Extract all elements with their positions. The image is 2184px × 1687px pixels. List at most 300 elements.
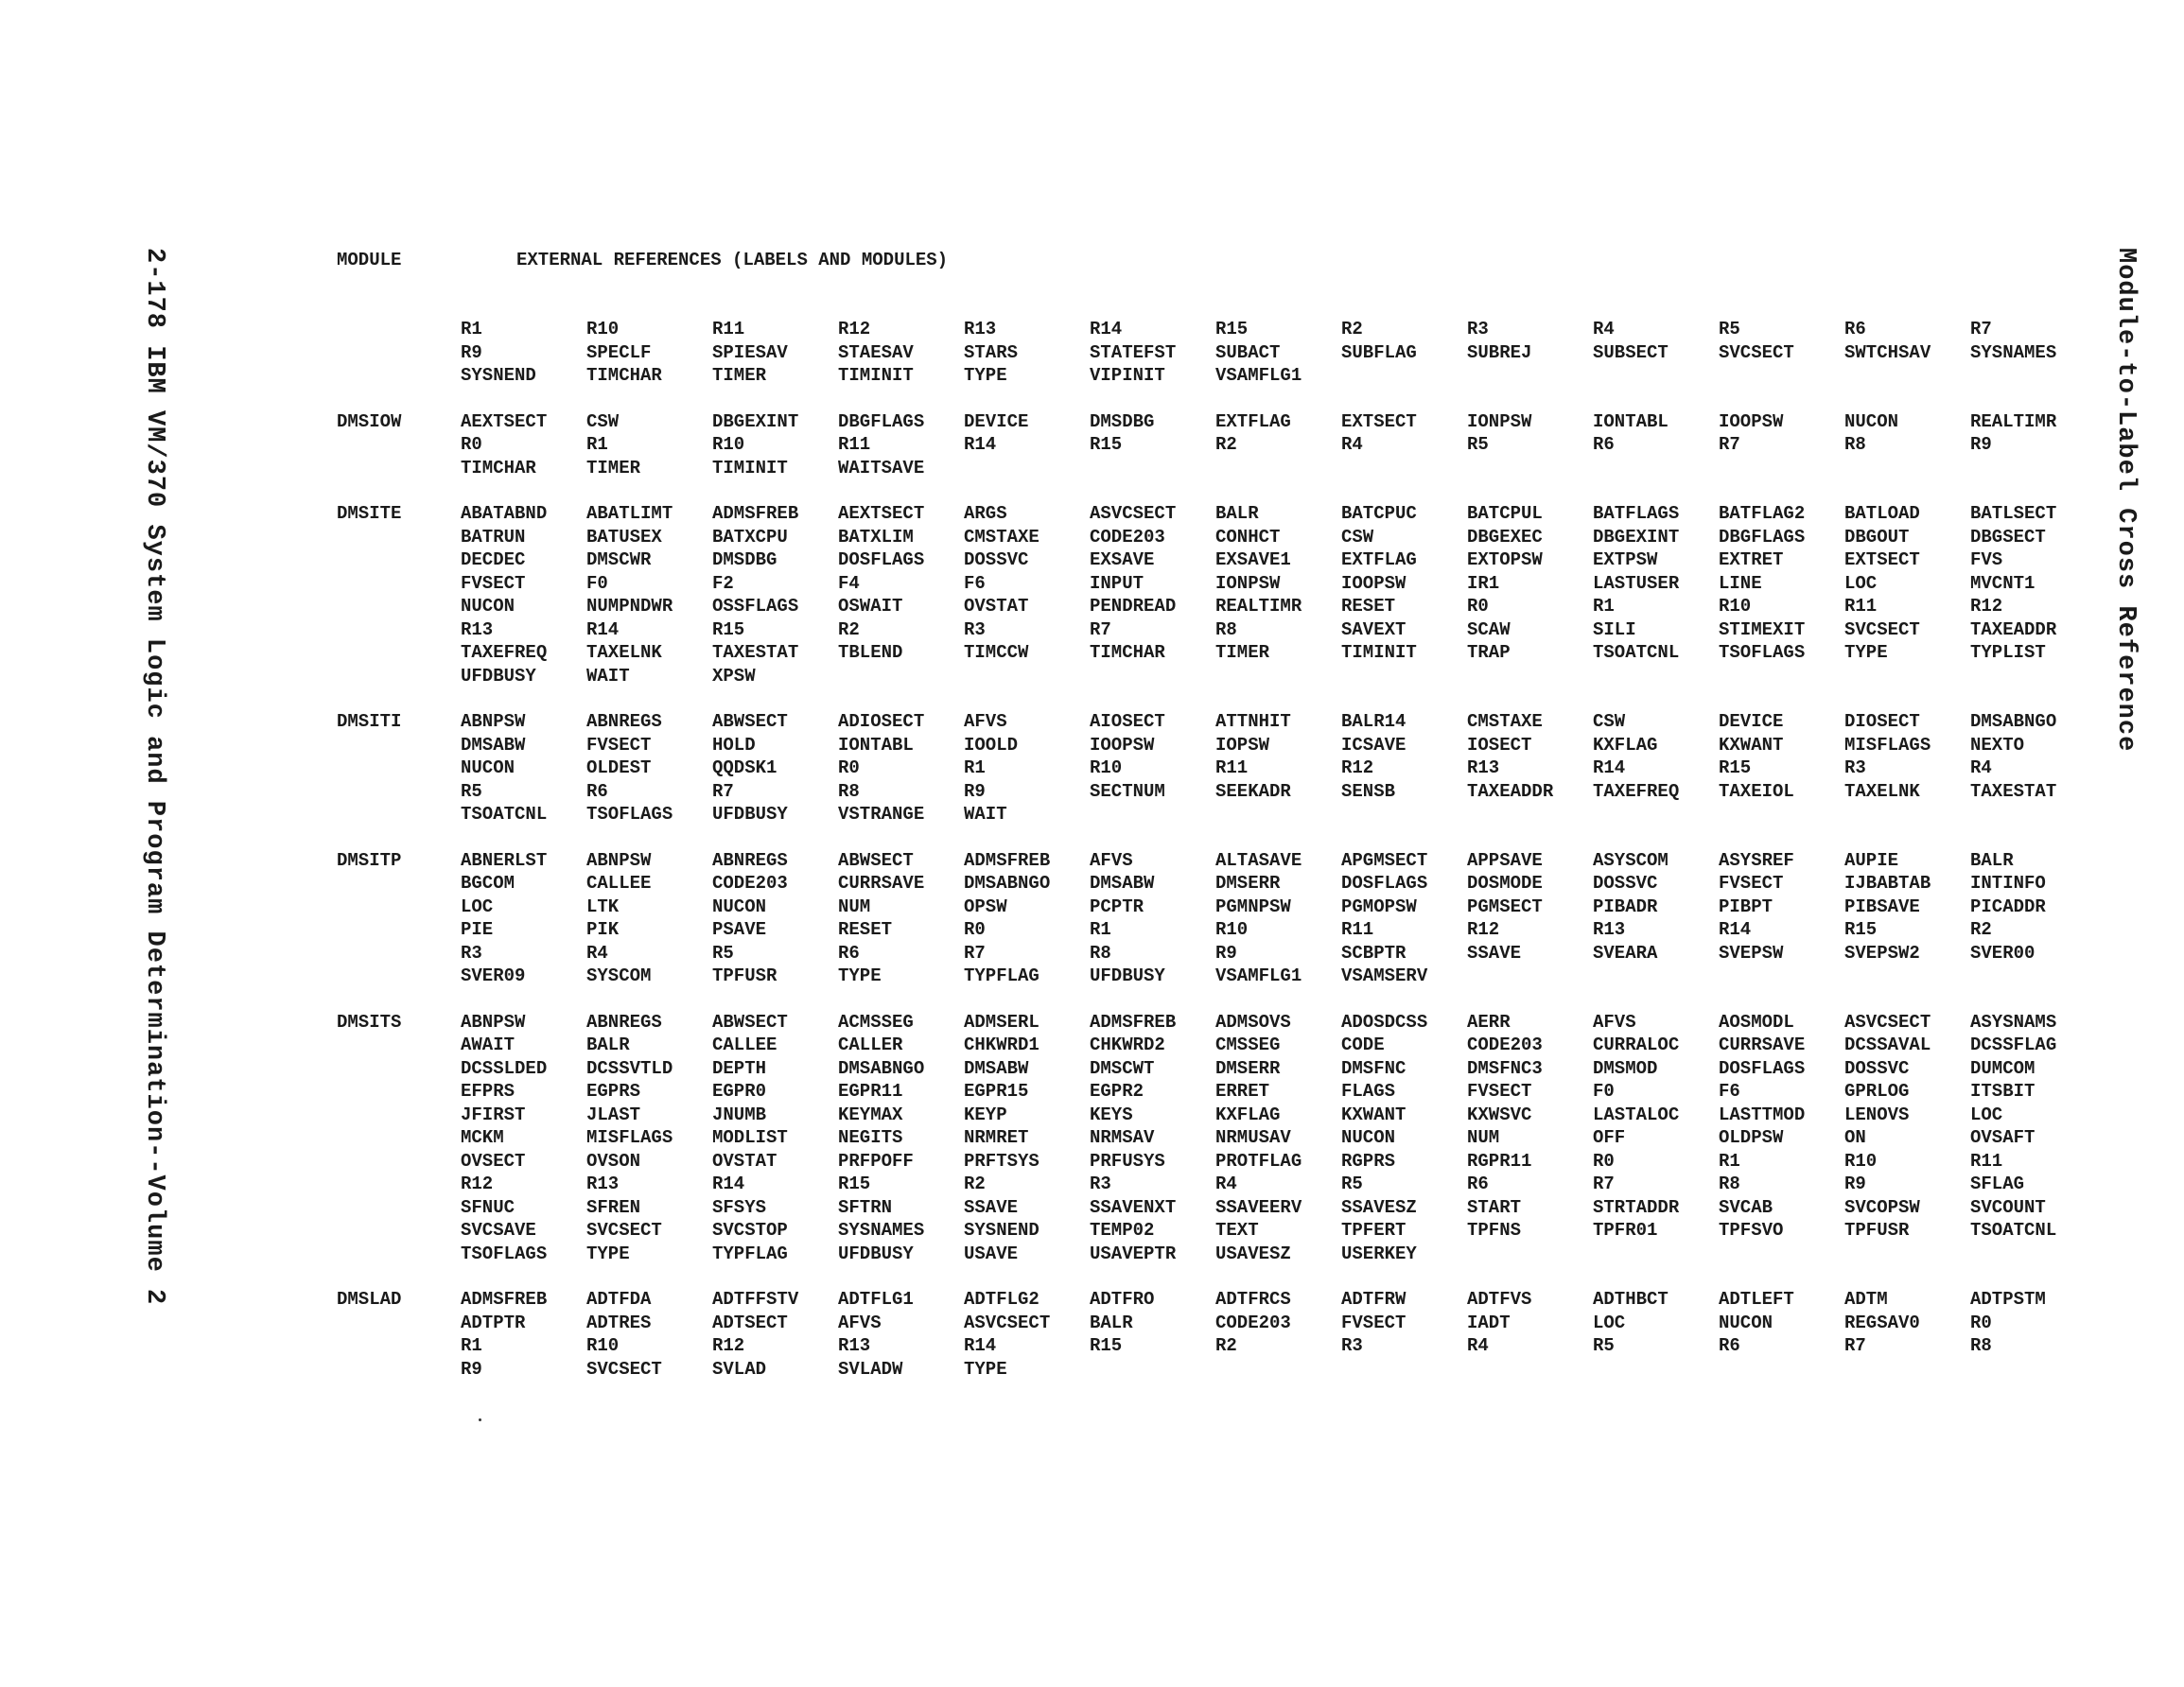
reference-label: KEYP [964, 1104, 1007, 1125]
reference-label: SENSB [1341, 780, 1396, 802]
reference-label: ABNREGS [586, 711, 662, 732]
reference-label: R6 [1593, 434, 1615, 455]
module-name: DMSITP [337, 849, 402, 871]
reference-label: REGSAV0 [1844, 1312, 1920, 1333]
reference-label: NUCON [461, 757, 515, 778]
reference-label: ABNPSW [586, 849, 652, 871]
reference-label: R11 [1215, 757, 1249, 778]
reference-label: DBGEXINT [1593, 526, 1680, 548]
reference-label: DMSDBG [1090, 410, 1155, 432]
reference-label: PGMNPSW [1215, 896, 1291, 917]
reference-label: CHKWRD1 [964, 1035, 1040, 1055]
reference-label: TYPE [586, 1243, 630, 1264]
module-column-header: MODULE [337, 250, 402, 270]
reference-label: R15 [1844, 919, 1878, 940]
reference-label: MCKM [461, 1127, 504, 1148]
reference-label: SVCSECT [1719, 341, 1794, 363]
reference-label: R2 [1215, 1335, 1237, 1356]
reference-label: ADTRES [586, 1312, 652, 1333]
reference-label: R12 [1467, 919, 1500, 940]
reference-label: MISFLAGS [1844, 734, 1931, 756]
reference-label: BATCPUC [1341, 503, 1417, 524]
reference-label: VIPINIT [1090, 365, 1165, 386]
reference-label: DBGEXEC [1467, 526, 1543, 548]
reference-label: TAXEFREQ [1593, 780, 1680, 802]
reference-label: LENOVS [1844, 1104, 1910, 1125]
reference-label: ADTFVS [1467, 1289, 1532, 1310]
reference-label: R6 [1844, 319, 1866, 339]
reference-label: LOC [1593, 1312, 1626, 1333]
reference-label: TYPLIST [1970, 642, 2046, 663]
reference-label: START [1467, 1196, 1522, 1218]
reference-label: SVEARA [1593, 942, 1658, 964]
reference-label: TSOATCNL [1970, 1220, 2057, 1241]
reference-label: R9 [1844, 1174, 1866, 1194]
reference-label: QQDSK1 [712, 757, 778, 778]
reference-label: TSOFLAGS [1719, 642, 1806, 663]
reference-label: DEVICE [1719, 711, 1784, 732]
reference-label: BATFLAG2 [1719, 503, 1806, 524]
reference-label: R6 [838, 942, 860, 964]
reference-label: MVCNT1 [1970, 572, 2035, 594]
reference-label: KXWSVC [1467, 1104, 1532, 1125]
reference-label: STRTADDR [1593, 1196, 1680, 1218]
section-side-title: Module-to-Label Cross Reference [2111, 248, 2140, 753]
reference-label: SSAVE [964, 1196, 1019, 1218]
reference-label: BATFLAGS [1593, 503, 1680, 524]
reference-label: SUBREJ [1467, 341, 1532, 363]
reference-label: PIBADR [1593, 896, 1658, 917]
reference-label: SSAVE [1467, 942, 1522, 964]
reference-label: ADTFFSTV [712, 1289, 799, 1310]
reference-label: NRMRET [964, 1127, 1029, 1148]
reference-label: OVSON [586, 1150, 641, 1172]
reference-label: R11 [712, 319, 745, 339]
reference-label: F6 [1719, 1081, 1740, 1102]
reference-label: BATCPUL [1467, 503, 1543, 524]
reference-label: USAVEPTR [1090, 1243, 1177, 1264]
reference-label: R7 [712, 780, 734, 802]
reference-label: R9 [461, 341, 482, 363]
reference-label: R1 [586, 434, 608, 455]
reference-label: R13 [586, 1174, 620, 1194]
reference-label: FLAGS [1341, 1081, 1396, 1102]
reference-label: DMSABW [1090, 873, 1155, 894]
reference-label: IOSECT [1467, 734, 1532, 756]
reference-label: CALLER [838, 1035, 903, 1055]
reference-label: R10 [1215, 919, 1249, 940]
reference-label: SVEPSW [1719, 942, 1784, 964]
reference-label: R5 [461, 780, 482, 802]
reference-list [461, 849, 2096, 988]
reference-label: ABWSECT [712, 1011, 788, 1033]
reference-label: LASTTMOD [1719, 1104, 1806, 1125]
reference-label: ASVCSECT [964, 1312, 1051, 1333]
module-block [337, 849, 2096, 988]
reference-label: R15 [712, 618, 745, 640]
reference-label: ADTSECT [712, 1312, 788, 1333]
reference-label: USAVE [964, 1243, 1019, 1264]
reference-label: DCSSLDED [461, 1057, 548, 1079]
reference-label: EGPR0 [712, 1081, 767, 1102]
reference-label: LOC [1970, 1104, 2003, 1125]
reference-label: IADT [1467, 1312, 1511, 1333]
reference-label: ASYSREF [1719, 849, 1794, 871]
reference-label: F2 [712, 572, 734, 594]
reference-label: SFREN [586, 1196, 641, 1218]
reference-label: R5 [1719, 319, 1740, 339]
module-block [337, 710, 2096, 826]
reference-label: TIMCCW [964, 642, 1029, 663]
reference-label: R15 [1215, 319, 1249, 339]
reference-label: VSAMFLG1 [1215, 965, 1302, 986]
reference-label: DMSABNGO [838, 1057, 925, 1079]
reference-label: CSW [586, 410, 620, 432]
reference-label: RESET [1341, 596, 1396, 617]
reference-label: IOOLD [964, 734, 1019, 756]
reference-label: TIMCHAR [586, 365, 662, 386]
module-block [337, 502, 2096, 687]
reference-label: IONTABL [1593, 410, 1669, 432]
reference-label: DMSFNC3 [1467, 1057, 1543, 1079]
reference-label: DMSABW [964, 1057, 1029, 1079]
reference-label: AIOSECT [1090, 711, 1165, 732]
reference-label: STAESAV [838, 341, 914, 363]
reference-label: ABWSECT [712, 711, 788, 732]
reference-label: BATLOAD [1844, 503, 1920, 524]
reference-label: DMSDBG [712, 549, 778, 570]
reference-label: BATRUN [461, 526, 526, 548]
reference-label: R4 [1593, 319, 1615, 339]
reference-label: R4 [1341, 434, 1363, 455]
reference-label: R9 [1215, 942, 1237, 964]
reference-label: SSAVESZ [1341, 1196, 1417, 1218]
reference-label: XPSW [712, 665, 756, 687]
reference-label: LASTALOC [1593, 1104, 1680, 1125]
reference-label: FVS [1970, 549, 2003, 570]
reference-label: BALR14 [1341, 711, 1406, 732]
reference-label: ADTFRO [1090, 1289, 1155, 1310]
reference-label: ARGS [964, 503, 1007, 524]
reference-label: NEGITS [838, 1127, 903, 1148]
reference-label: R4 [586, 942, 608, 964]
reference-label: NRMUSAV [1215, 1127, 1291, 1148]
reference-label: PGMOPSW [1341, 896, 1417, 917]
reference-label: R3 [1090, 1174, 1111, 1194]
reference-label: DBGOUT [1844, 526, 1910, 548]
reference-label: R10 [586, 1335, 620, 1356]
reference-label: OVSTAT [712, 1150, 778, 1172]
reference-label: OVSECT [461, 1150, 526, 1172]
reference-label: TPFUSR [712, 965, 778, 986]
reference-label: ATTNHIT [1215, 711, 1291, 732]
reference-label: R10 [1719, 596, 1752, 617]
module-name [337, 318, 461, 388]
reference-label: SVLADW [838, 1358, 903, 1380]
reference-label: ASYSCOM [1593, 849, 1669, 871]
reference-label: R8 [1090, 942, 1111, 964]
reference-label: R13 [1467, 757, 1500, 778]
reference-list [461, 318, 2096, 388]
reference-label: IONTABL [838, 734, 914, 756]
reference-label: KXFLAG [1593, 734, 1658, 756]
reference-label: RGPR11 [1467, 1150, 1532, 1172]
reference-list [461, 502, 2096, 687]
reference-list [461, 710, 2096, 826]
reference-label: DMSERR [1215, 873, 1281, 894]
reference-label: MISFLAGS [586, 1127, 673, 1148]
reference-label: R14 [964, 434, 997, 455]
module-name: DMSLAD [337, 1289, 402, 1310]
reference-list [461, 410, 2096, 480]
reference-label: KXWANT [1341, 1104, 1406, 1125]
reference-label: R12 [838, 319, 871, 339]
module-name: DMSITS [337, 1011, 402, 1033]
reference-label: SAVEXT [1341, 618, 1406, 640]
reference-label: R3 [1467, 319, 1489, 339]
reference-label: SEEKADR [1215, 780, 1291, 802]
reference-label: EXTFLAG [1341, 549, 1417, 570]
reference-label: SSAVENXT [1090, 1196, 1177, 1218]
reference-label: MODLIST [712, 1127, 788, 1148]
reference-label: SVCSECT [586, 1220, 662, 1241]
reference-label: SYSNAMES [838, 1220, 925, 1241]
reference-label: EGPR2 [1090, 1081, 1144, 1102]
reference-label: PROTFLAG [1215, 1150, 1302, 1172]
reference-label: INPUT [1090, 572, 1144, 594]
reference-label: OSSFLAGS [712, 596, 799, 617]
reference-label: IR1 [1467, 572, 1500, 594]
reference-label: TYPE [964, 1358, 1007, 1380]
reference-label: CURRSAVE [1719, 1035, 1806, 1055]
reference-label: R0 [838, 757, 860, 778]
reference-label: IJBABTAB [1844, 873, 1931, 894]
cross-reference-table [337, 318, 2096, 1403]
reference-label: R15 [1719, 757, 1752, 778]
reference-label: ERRET [1215, 1081, 1270, 1102]
reference-label: R3 [964, 618, 986, 640]
reference-label: TYPFLAG [964, 965, 1040, 986]
reference-label: R2 [1970, 919, 1992, 940]
reference-label: R10 [1090, 757, 1123, 778]
reference-label: R15 [1090, 1335, 1123, 1356]
reference-label: ABNPSW [461, 1011, 526, 1033]
reference-label: R14 [1593, 757, 1626, 778]
reference-label: R8 [1844, 434, 1866, 455]
reference-label: R12 [1341, 757, 1374, 778]
reference-label: EGPR11 [838, 1081, 903, 1102]
reference-label: TIMCHAR [461, 457, 536, 478]
reference-label: CODE203 [712, 873, 788, 894]
reference-label: NUM [838, 896, 871, 917]
reference-label: NRMSAV [1090, 1127, 1155, 1148]
reference-label: DOSFLAGS [838, 549, 925, 570]
reference-label: ADMSFREB [461, 1289, 548, 1310]
reference-label: OFF [1593, 1127, 1626, 1148]
reference-label: FVSECT [586, 734, 652, 756]
reference-label: IOOPSW [1719, 410, 1784, 432]
reference-label: R3 [461, 942, 482, 964]
module-block [337, 318, 2096, 388]
reference-label: DIOSECT [1844, 711, 1920, 732]
reference-label: R11 [1970, 1150, 2003, 1172]
reference-label: R11 [838, 434, 871, 455]
reference-label: PIE [461, 919, 494, 940]
reference-label: DOSFLAGS [1341, 873, 1428, 894]
reference-label: SUBFLAG [1341, 341, 1417, 363]
reference-label: CSW [1593, 711, 1626, 732]
reference-label: ADTFRW [1341, 1289, 1406, 1310]
module-block [337, 1288, 2096, 1381]
reference-label: BATUSEX [586, 526, 662, 548]
reference-label: AERR [1467, 1011, 1511, 1033]
reference-label: EXTSECT [1341, 410, 1417, 432]
reference-label: TSOATCNL [1593, 642, 1680, 663]
reference-label: R7 [1593, 1174, 1615, 1194]
reference-label: SVER00 [1970, 942, 2035, 964]
reference-label: SVCOUNT [1970, 1196, 2046, 1218]
reference-label: R13 [964, 319, 997, 339]
reference-label: CHKWRD2 [1090, 1035, 1165, 1055]
reference-label: DMSCWR [586, 549, 652, 570]
reference-label: R13 [1593, 919, 1626, 940]
reference-label: R5 [712, 942, 734, 964]
reference-label: DMSABNGO [1970, 711, 2057, 732]
reference-label: PIK [586, 919, 620, 940]
reference-label: AEXTSECT [838, 503, 925, 524]
reference-label: NUMPNDWR [586, 596, 673, 617]
reference-label: EGPRS [586, 1081, 641, 1102]
reference-label: OPSW [964, 896, 1007, 917]
reference-label: STATEFST [1090, 341, 1177, 363]
reference-label: R14 [1090, 319, 1123, 339]
reference-label: TYPE [1844, 642, 1888, 663]
reference-label: SFTRN [838, 1196, 893, 1218]
reference-label: VSAMFLG1 [1215, 365, 1302, 386]
reference-label: ADTPTR [461, 1312, 526, 1333]
reference-label: FVSECT [1341, 1312, 1406, 1333]
reference-label: F6 [964, 572, 986, 594]
reference-label: TIMER [712, 365, 767, 386]
reference-label: AFVS [1090, 849, 1133, 871]
reference-label: LOC [461, 896, 494, 917]
reference-label: ADTLEFT [1719, 1289, 1794, 1310]
reference-label: DCSSFLAG [1970, 1035, 2057, 1055]
reference-label: TEXT [1215, 1220, 1259, 1241]
reference-label: R15 [838, 1174, 871, 1194]
reference-label: DBGFLAGS [838, 410, 925, 432]
reference-label: R14 [964, 1335, 997, 1356]
reference-label: UFDBUSY [838, 1243, 914, 1264]
reference-label: R14 [586, 618, 620, 640]
reference-label: ADTFRCS [1215, 1289, 1291, 1310]
reference-label: FVSECT [1719, 873, 1784, 894]
reference-label: ITSBIT [1970, 1081, 2035, 1102]
reference-label: TYPE [838, 965, 882, 986]
reference-label: R7 [1090, 618, 1111, 640]
reference-label: WAITSAVE [838, 457, 925, 478]
reference-label: ADOSDCSS [1341, 1011, 1428, 1033]
reference-label: TSOATCNL [461, 804, 548, 825]
reference-label: SCBPTR [1341, 942, 1406, 964]
reference-label: R6 [1719, 1335, 1740, 1356]
reference-label: KXWANT [1719, 734, 1784, 756]
reference-label: SYSCOM [586, 965, 652, 986]
reference-label: R2 [1341, 319, 1363, 339]
reference-label: ADTFDA [586, 1289, 652, 1310]
reference-label: IOPSW [1215, 734, 1270, 756]
reference-label: EXTPSW [1593, 549, 1658, 570]
reference-label: NUCON [461, 596, 515, 617]
reference-label: R14 [712, 1174, 745, 1194]
reference-label: VSTRANGE [838, 804, 925, 825]
reference-label: F0 [586, 572, 608, 594]
reference-label: ABNPSW [461, 711, 526, 732]
reference-label: FVSECT [1467, 1081, 1532, 1102]
reference-label: SVER09 [461, 965, 526, 986]
reference-label: R3 [1341, 1335, 1363, 1356]
reference-label: CODE [1341, 1035, 1385, 1055]
reference-label: REALTIMR [1970, 410, 2057, 432]
reference-label: TAXEADDR [1467, 780, 1554, 802]
reference-label: R1 [1719, 1150, 1740, 1172]
reference-label: UFDBUSY [712, 804, 788, 825]
reference-label: EXTFLAG [1215, 410, 1291, 432]
reference-label: PGMSECT [1467, 896, 1543, 917]
reference-label: PENDREAD [1090, 596, 1177, 617]
reference-label: SUBACT [1215, 341, 1281, 363]
reference-label: SPECLF [586, 341, 652, 363]
reference-label: R7 [1844, 1335, 1866, 1356]
reference-label: RGPRS [1341, 1150, 1396, 1172]
reference-label: EXTRET [1719, 549, 1784, 570]
reference-label: ADMSFREB [1090, 1011, 1177, 1033]
reference-label: ADTFLG2 [964, 1289, 1040, 1310]
reference-label: BALR [1090, 1312, 1133, 1333]
reference-label: UFDBUSY [461, 665, 536, 687]
reference-label: TIMINIT [1341, 642, 1417, 663]
reference-label: NUCON [1341, 1127, 1396, 1148]
reference-label: ABNREGS [586, 1011, 662, 1033]
reference-label: ON [1844, 1127, 1866, 1148]
reference-label: OLDEST [586, 757, 652, 778]
reference-label: R8 [1719, 1174, 1740, 1194]
reference-label: R6 [1467, 1174, 1489, 1194]
reference-label: JLAST [586, 1104, 641, 1125]
reference-label: TPFUSR [1844, 1220, 1910, 1241]
reference-label: REALTIMR [1215, 596, 1302, 617]
reference-label: R4 [1215, 1174, 1237, 1194]
reference-label: PIBPT [1719, 896, 1773, 917]
reference-label: DBGFLAGS [1719, 526, 1806, 548]
reference-label: TAXESTAT [1970, 780, 2057, 802]
reference-label: TYPE [964, 365, 1007, 386]
reference-label: SUBSECT [1593, 341, 1669, 363]
reference-label: DECDEC [461, 549, 526, 570]
reference-label: ABWSECT [838, 849, 914, 871]
reference-label: R13 [838, 1335, 871, 1356]
reference-label: DMSABNGO [964, 873, 1051, 894]
reference-label: R5 [1467, 434, 1489, 455]
reference-label: ADIOSECT [838, 711, 925, 732]
reference-label: SVCOPSW [1844, 1196, 1920, 1218]
reference-label: SYSNAMES [1970, 341, 2057, 363]
reference-label: NUCON [1719, 1312, 1773, 1333]
reference-label: R2 [1215, 434, 1237, 455]
reference-label: R10 [712, 434, 745, 455]
reference-label: R8 [1970, 1335, 1992, 1356]
reference-label: SVLAD [712, 1358, 767, 1380]
